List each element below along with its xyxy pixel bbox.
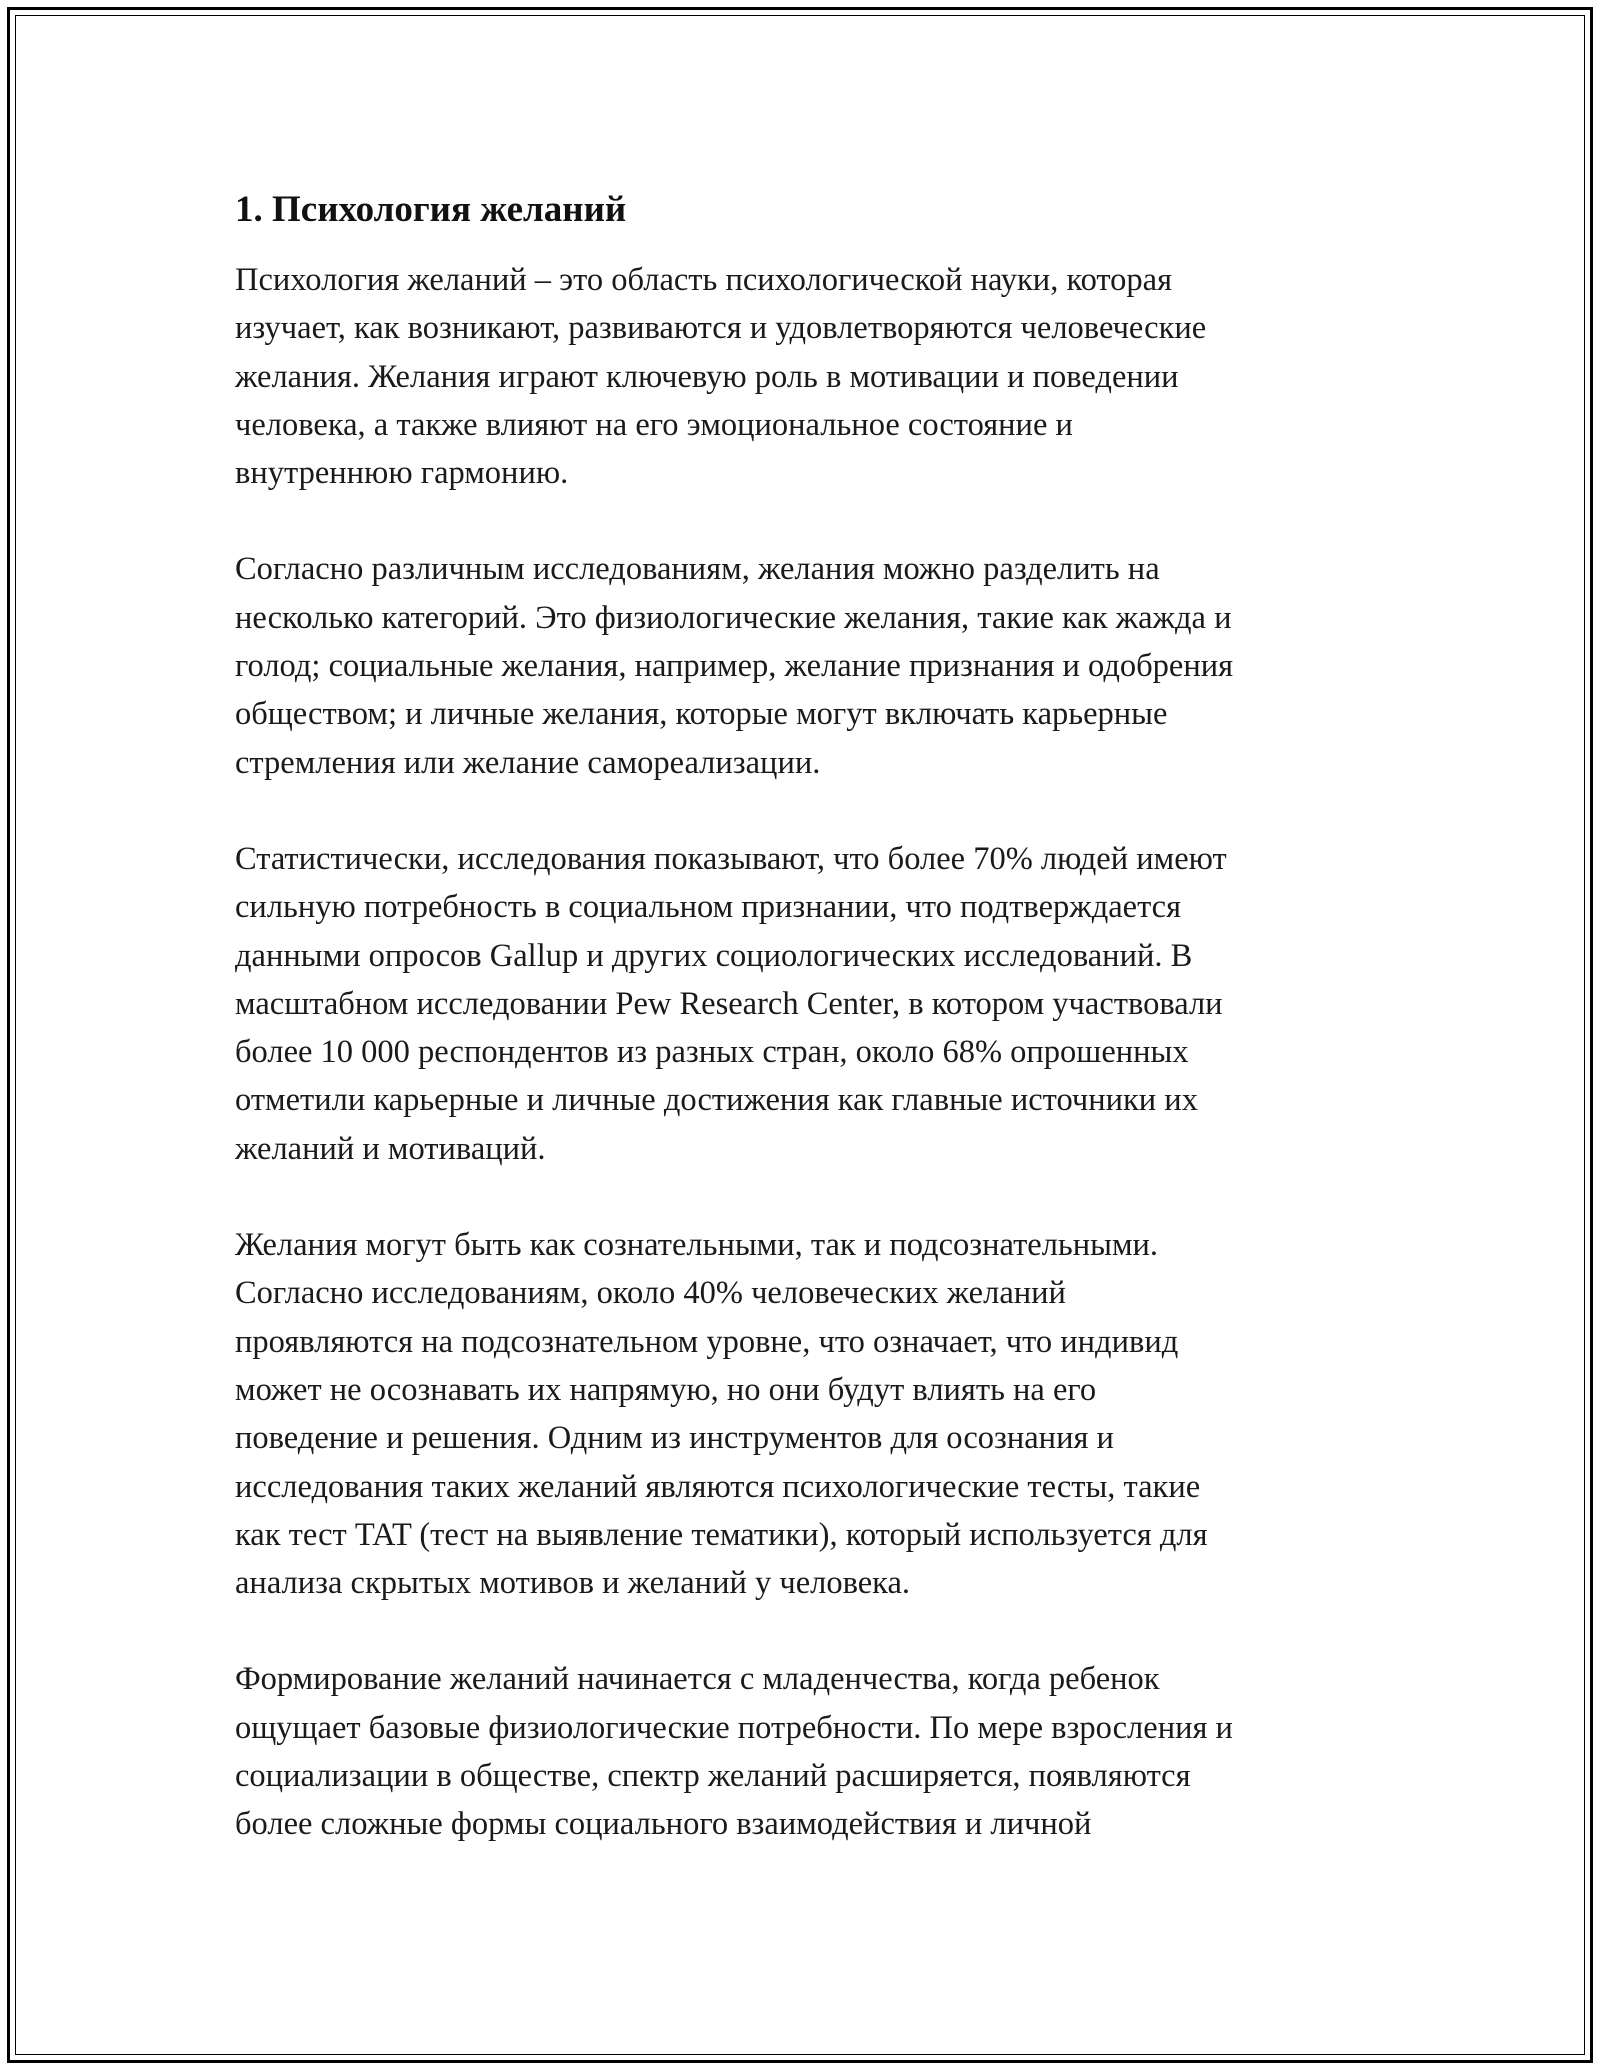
section-heading: 1. Психология желаний <box>235 189 627 230</box>
text-line: проявляются на подсознательном уровне, что означает, что индивид <box>235 1323 1179 1360</box>
text-line: исследования таких желаний являются психологические тесты, такие <box>235 1468 1201 1505</box>
text-line: стремления или желание самореализации. <box>235 744 821 781</box>
paragraph-intro <box>235 256 1375 497</box>
text-line: человека, а также влияют на его эмоциональное состояние и <box>235 406 1073 443</box>
paragraph-subconscious <box>235 1221 1375 1607</box>
paragraph-statistics <box>235 835 1375 1173</box>
text-line: отметили карьерные и личные достижения как главные источники их <box>235 1082 1198 1119</box>
text-line: несколько категорий. Это физиологические желания, такие как жажда и <box>235 599 1232 636</box>
text-line: Психология желаний – это область психологической науки, которая <box>235 262 1173 298</box>
text-line: более 10 000 респондентов из разных стран, около 68% опрошенных <box>235 1034 1189 1071</box>
text-line: более сложные формы социального взаимодействия и личной <box>235 1806 1092 1843</box>
text-line: обществом; и личные желания, которые могут включать карьерные <box>235 696 1168 733</box>
text-line: данными опросов Gallup и других социологических исследований. В <box>235 937 1193 974</box>
text-line: внутреннюю гармонию. <box>235 455 569 492</box>
text-line: Формирование желаний начинается с младенчества, когда ребенок <box>235 1661 1160 1698</box>
text-line: поведение и решения. Одним из инструментов для осознания и <box>235 1420 1114 1457</box>
text-line: масштабном исследовании Pew Research Center, в котором участвовали <box>235 985 1223 1022</box>
document-content <box>235 186 1375 1897</box>
text-line: Статистически, исследования показывают, что более 70% людей имеют <box>235 840 1227 877</box>
text-line: сильную потребность в социальном признании, что подтверждается <box>235 889 1182 926</box>
text-line: Желания могут быть как сознательными, так и подсознательными. <box>235 1227 1159 1264</box>
text-line: может не осознавать их напрямую, но они будут влиять на его <box>235 1371 1097 1408</box>
text-line: желаний и мотиваций. <box>235 1130 546 1167</box>
text-line: анализа скрытых мотивов и желаний у человека. <box>235 1565 911 1602</box>
paragraph-categories <box>235 545 1375 786</box>
text-line: Согласно исследованиям, около 40% человеческих желаний <box>235 1275 1066 1312</box>
text-line: социализации в обществе, спектр желаний расширяется, появляются <box>235 1758 1191 1795</box>
text-line: как тест TAT (тест на выявление тематики), который используется для <box>235 1516 1208 1553</box>
paragraph-formation <box>235 1655 1375 1848</box>
text-line: желания. Желания играют ключевую роль в мотивации и поведении <box>235 358 1179 395</box>
text-line: ощущает базовые физиологические потребности. По мере взросления и <box>235 1709 1233 1746</box>
text-line: изучает, как возникают, развиваются и удовлетворяются человеческие <box>235 310 1207 347</box>
text-line: Согласно различным исследованиям, желания можно разделить на <box>235 551 1160 588</box>
text-line: голод; социальные желания, например, желание признания и одобрения <box>235 648 1234 685</box>
